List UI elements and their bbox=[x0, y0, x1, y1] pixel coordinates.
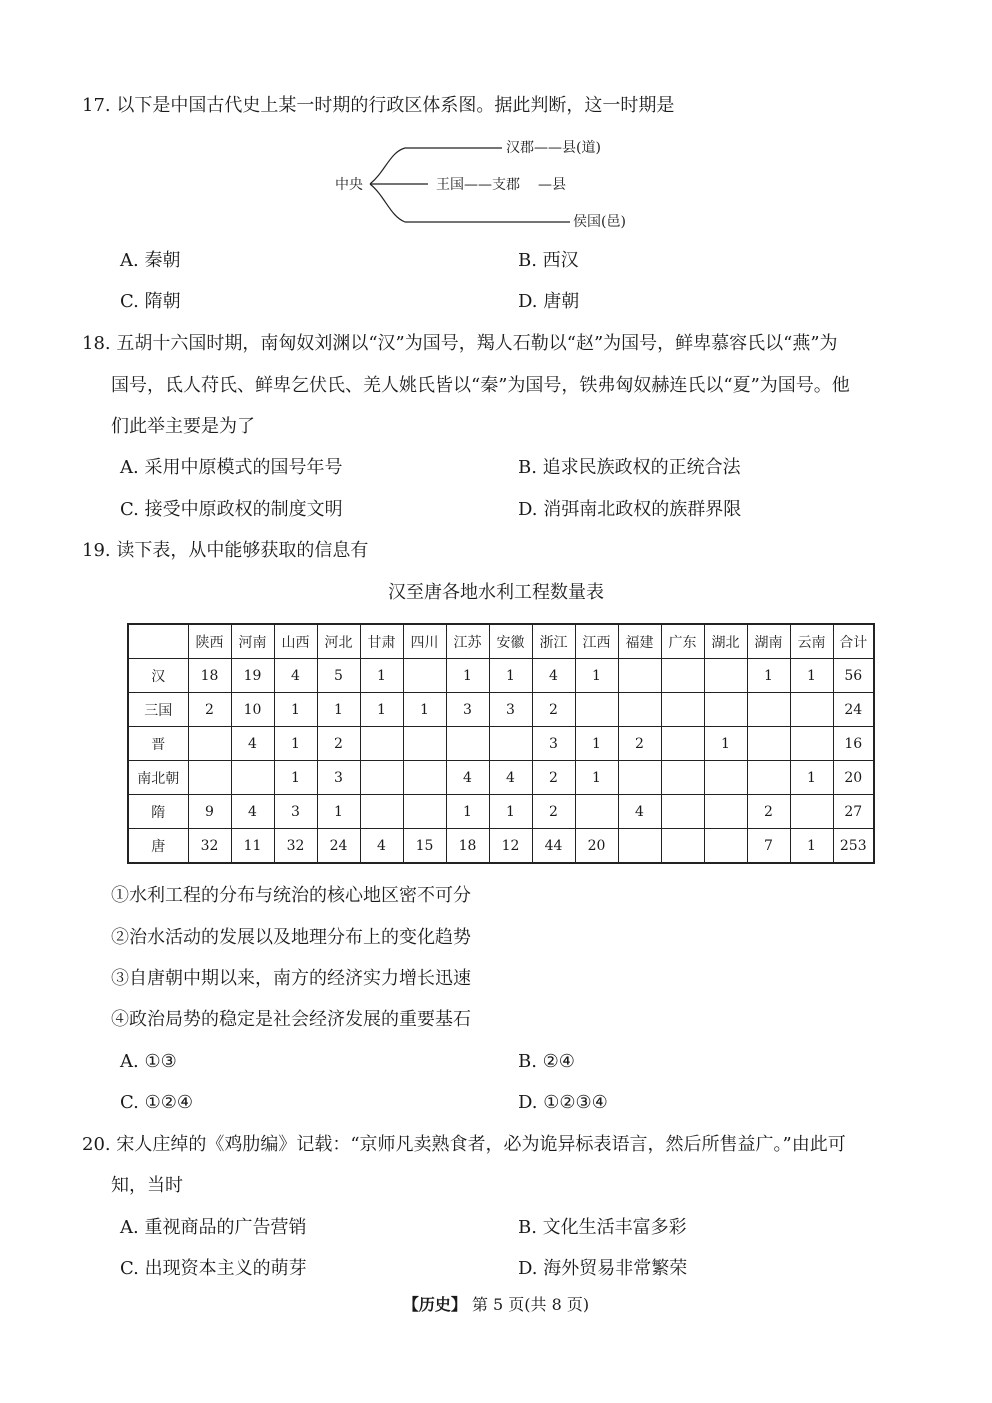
table-row-header: 南北朝 bbox=[128, 761, 188, 795]
table-cell: 2 bbox=[618, 727, 661, 761]
table-cell: 11 bbox=[231, 829, 274, 864]
table-row bbox=[128, 727, 874, 761]
table-cell bbox=[661, 727, 704, 761]
table-row-header: 唐 bbox=[128, 829, 188, 864]
q19-option-d[interactable]: D. ①②③④ bbox=[518, 1092, 608, 1113]
table-column-header: 陕西 bbox=[188, 624, 231, 659]
table-cell: 1 bbox=[317, 795, 360, 829]
table-column-header: 浙江 bbox=[532, 624, 575, 659]
table-cell: 1 bbox=[489, 795, 532, 829]
table-column-header: 河北 bbox=[317, 624, 360, 659]
q19-statement-4: ④政治局势的稳定是社会经济发展的重要基石 bbox=[111, 1009, 471, 1030]
table-cell bbox=[575, 795, 618, 829]
q18-stem-line2: 国号，氐人苻氏、鲜卑乞伏氏、羌人姚氏皆以“秦”为国号，铁弗匈奴赫连氏以“夏”为国号。他 bbox=[111, 375, 850, 396]
table-cell bbox=[618, 761, 661, 795]
q20-option-d[interactable]: D. 海外贸易非常繁荣 bbox=[518, 1258, 688, 1279]
table-column-header: 安徽 bbox=[489, 624, 532, 659]
table-cell: 44 bbox=[532, 829, 575, 864]
q20-option-a[interactable]: A. 重视商品的广告营销 bbox=[120, 1217, 307, 1238]
table-cell bbox=[231, 761, 274, 795]
table-cell: 1 bbox=[403, 693, 446, 727]
table-cell: 3 bbox=[489, 693, 532, 727]
table-cell bbox=[704, 829, 747, 864]
table-cell: 4 bbox=[360, 829, 403, 864]
q18-option-a[interactable]: A. 采用中原模式的国号年号 bbox=[120, 457, 343, 478]
q19-statement-3: ③自唐朝中期以来，南方的经济实力增长迅速 bbox=[111, 968, 471, 989]
table-cell: 3 bbox=[532, 727, 575, 761]
table-cell bbox=[188, 761, 231, 795]
table-cell: 1 bbox=[360, 659, 403, 693]
q20-option-b[interactable]: B. 文化生活丰富多彩 bbox=[518, 1217, 687, 1238]
table-cell bbox=[403, 659, 446, 693]
q19-option-c[interactable]: C. ①②④ bbox=[120, 1092, 193, 1113]
q18-option-d[interactable]: D. 消弭南北政权的族群界限 bbox=[518, 499, 742, 520]
table-cell: 15 bbox=[403, 829, 446, 864]
table-cell: 2 bbox=[317, 727, 360, 761]
table-cell bbox=[661, 659, 704, 693]
q17-option-c[interactable]: C. 隋朝 bbox=[120, 291, 181, 312]
q20-option-c[interactable]: C. 出现资本主义的萌芽 bbox=[120, 1258, 307, 1279]
table-cell bbox=[618, 659, 661, 693]
table-cell: 4 bbox=[274, 659, 317, 693]
table-cell bbox=[790, 693, 833, 727]
table-row bbox=[128, 795, 874, 829]
q19-statement-2: ②治水活动的发展以及地理分布上的变化趋势 bbox=[111, 927, 471, 948]
table-cell: 4 bbox=[231, 795, 274, 829]
table-cell: 1 bbox=[790, 761, 833, 795]
water-projects-table bbox=[127, 623, 875, 864]
q18-option-b[interactable]: B. 追求民族政权的正统合法 bbox=[518, 457, 741, 478]
q17-option-d[interactable]: D. 唐朝 bbox=[518, 291, 580, 312]
table-cell bbox=[489, 727, 532, 761]
table-row-header: 晋 bbox=[128, 727, 188, 761]
table-cell: 1 bbox=[747, 659, 790, 693]
table-row-header: 隋 bbox=[128, 795, 188, 829]
q18-stem-line1: 18. 五胡十六国时期，南匈奴刘渊以“汉”为国号，羯人石勒以“赵”为国号，鲜卑慕容氏以“燕”为 bbox=[82, 333, 838, 354]
table-cell bbox=[360, 727, 403, 761]
table-cell bbox=[790, 795, 833, 829]
table-cell: 1 bbox=[274, 761, 317, 795]
table-column-header: 山西 bbox=[274, 624, 317, 659]
table-cell: 2 bbox=[532, 795, 575, 829]
table-cell: 1 bbox=[446, 659, 489, 693]
table-cell: 3 bbox=[274, 795, 317, 829]
table-cell bbox=[403, 727, 446, 761]
table-cell: 20 bbox=[833, 761, 874, 795]
table-cell: 1 bbox=[360, 693, 403, 727]
table-cell bbox=[575, 693, 618, 727]
table-cell: 32 bbox=[188, 829, 231, 864]
table-cell: 4 bbox=[231, 727, 274, 761]
table-row-header: 汉 bbox=[128, 659, 188, 693]
diagram-middle-branch: 王国——支郡 bbox=[436, 177, 520, 193]
table-cell: 4 bbox=[532, 659, 575, 693]
table-cell: 18 bbox=[446, 829, 489, 864]
table-column-header: 河南 bbox=[231, 624, 274, 659]
table-cell: 1 bbox=[704, 727, 747, 761]
table-cell bbox=[360, 761, 403, 795]
diagram-middle-branch-end: —县 bbox=[538, 177, 566, 193]
table-cell: 2 bbox=[532, 693, 575, 727]
table-cell bbox=[403, 761, 446, 795]
table-cell: 19 bbox=[231, 659, 274, 693]
page-footer bbox=[0, 1294, 992, 1316]
table-cell: 56 bbox=[833, 659, 874, 693]
table-cell: 18 bbox=[188, 659, 231, 693]
table-cell bbox=[661, 829, 704, 864]
table-cell bbox=[403, 795, 446, 829]
diagram-top-branch: 汉郡——县(道) bbox=[506, 140, 601, 156]
table-cell: 20 bbox=[575, 829, 618, 864]
table-cell: 2 bbox=[188, 693, 231, 727]
table-cell: 24 bbox=[833, 693, 874, 727]
table-column-header: 甘肃 bbox=[360, 624, 403, 659]
table-cell: 4 bbox=[489, 761, 532, 795]
table-cell bbox=[188, 727, 231, 761]
table-cell bbox=[747, 761, 790, 795]
q18-stem-line3: 们此举主要是为了 bbox=[111, 416, 255, 437]
table-column-header: 云南 bbox=[790, 624, 833, 659]
q20-stem-line2: 知，当时 bbox=[111, 1175, 183, 1196]
table-cell bbox=[661, 693, 704, 727]
q19-stem: 19. 读下表，从中能够获取的信息有 bbox=[82, 540, 369, 561]
table-cell bbox=[747, 727, 790, 761]
table-cell bbox=[618, 693, 661, 727]
table-cell: 1 bbox=[575, 727, 618, 761]
table-column-header: 广东 bbox=[661, 624, 704, 659]
table-cell: 12 bbox=[489, 829, 532, 864]
table-cell: 2 bbox=[532, 761, 575, 795]
table-cell: 32 bbox=[274, 829, 317, 864]
table-cell: 1 bbox=[575, 761, 618, 795]
table-cell bbox=[446, 727, 489, 761]
table-row-header: 三国 bbox=[128, 693, 188, 727]
table-cell: 1 bbox=[274, 727, 317, 761]
table-row bbox=[128, 659, 874, 693]
table-cell bbox=[790, 727, 833, 761]
footer-page-number: 第 5 页(共 8 页) bbox=[466, 1295, 590, 1314]
table-cell: 27 bbox=[833, 795, 874, 829]
q17-option-a[interactable]: A. 秦朝 bbox=[120, 250, 181, 271]
table-cell: 2 bbox=[747, 795, 790, 829]
table-cell: 24 bbox=[317, 829, 360, 864]
table-header-row bbox=[128, 624, 874, 659]
table-row bbox=[128, 761, 874, 795]
q19-option-a[interactable]: A. ①③ bbox=[120, 1051, 177, 1072]
table-cell bbox=[704, 761, 747, 795]
table-column-header: 福建 bbox=[618, 624, 661, 659]
table-cell bbox=[704, 693, 747, 727]
table-cell: 3 bbox=[317, 761, 360, 795]
table-cell: 5 bbox=[317, 659, 360, 693]
table-cell: 7 bbox=[747, 829, 790, 864]
table-cell bbox=[661, 761, 704, 795]
table-cell: 1 bbox=[489, 659, 532, 693]
table-cell bbox=[704, 795, 747, 829]
diagram-bottom-branch: 侯国(邑) bbox=[573, 214, 626, 230]
diagram-center: 中央 bbox=[335, 177, 363, 193]
table-row bbox=[128, 829, 874, 864]
table-column-header: 四川 bbox=[403, 624, 446, 659]
q18-option-c[interactable]: C. 接受中原政权的制度文明 bbox=[120, 499, 343, 520]
table-corner-cell bbox=[128, 624, 188, 659]
table-column-header: 合计 bbox=[833, 624, 874, 659]
q17-option-b[interactable]: B. 西汉 bbox=[518, 250, 579, 271]
table-cell: 253 bbox=[833, 829, 874, 864]
table-cell bbox=[360, 795, 403, 829]
table-row bbox=[128, 693, 874, 727]
table-cell: 1 bbox=[446, 795, 489, 829]
table-cell bbox=[661, 795, 704, 829]
table-cell: 3 bbox=[446, 693, 489, 727]
table-column-header: 湖北 bbox=[704, 624, 747, 659]
table-cell: 1 bbox=[575, 659, 618, 693]
q17-stem: 17. 以下是中国古代史上某一时期的行政区体系图。据此判断，这一时期是 bbox=[82, 95, 675, 116]
q19-statement-1: ①水利工程的分布与统治的核心地区密不可分 bbox=[111, 885, 471, 906]
table-column-header: 湖南 bbox=[747, 624, 790, 659]
table-cell: 10 bbox=[231, 693, 274, 727]
q20-stem-line1: 20. 宋人庄绰的《鸡肋编》记载：“京师凡卖熟食者，必为诡异标表语言，然后所售益广。”由此可 bbox=[82, 1134, 846, 1155]
table-title: 汉至唐各地水利工程数量表 bbox=[388, 582, 604, 603]
footer-subject: 【历史】 bbox=[402, 1295, 467, 1314]
table-cell: 1 bbox=[790, 829, 833, 864]
table-cell: 1 bbox=[317, 693, 360, 727]
table-cell: 4 bbox=[618, 795, 661, 829]
table-cell: 1 bbox=[274, 693, 317, 727]
q19-option-b[interactable]: B. ②④ bbox=[518, 1051, 575, 1072]
table-cell bbox=[704, 659, 747, 693]
table-cell: 16 bbox=[833, 727, 874, 761]
table-cell bbox=[747, 693, 790, 727]
table-cell: 1 bbox=[790, 659, 833, 693]
table-cell: 9 bbox=[188, 795, 231, 829]
table-column-header: 江西 bbox=[575, 624, 618, 659]
table-cell bbox=[618, 829, 661, 864]
table-column-header: 江苏 bbox=[446, 624, 489, 659]
table-cell: 4 bbox=[446, 761, 489, 795]
